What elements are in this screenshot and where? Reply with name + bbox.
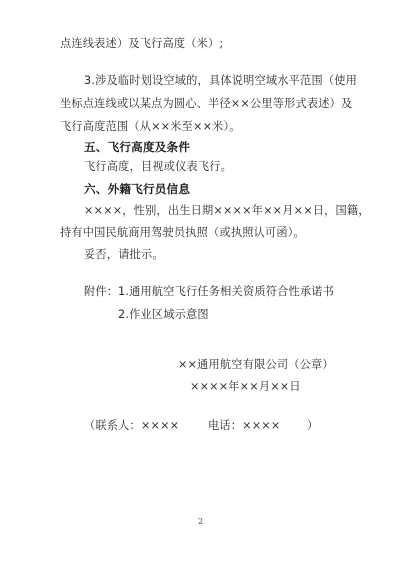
body-line: 3.涉及临时划设空域的，具体说明空域水平范围（使用 bbox=[84, 74, 357, 87]
signature-date: ××××年××月××日 bbox=[190, 380, 301, 393]
section-text-foreign-pilot: 持有中国民航商用驾驶员执照（或执照认可函）。 bbox=[60, 226, 305, 239]
contact-close: ） bbox=[307, 419, 319, 432]
attachment-item: 2.作业区域示意图 bbox=[118, 308, 209, 321]
body-line: 坐标点连线或以某点为圆心、半径××公里等形式表述）及 bbox=[60, 97, 353, 110]
contact-person: （联系人：×××× bbox=[84, 419, 180, 432]
section-heading-flight-altitude: 五、飞行高度及条件 bbox=[84, 140, 191, 154]
section-text-flight-altitude: 飞行高度，目视或仪表飞行。 bbox=[84, 160, 233, 173]
closing-request: 妥否，请批示。 bbox=[84, 248, 164, 261]
page-number: 2 bbox=[198, 517, 204, 526]
signature-company: ××通用航空有限公司（公章） bbox=[178, 358, 334, 371]
section-heading-foreign-pilot: 六、外籍飞行员信息 bbox=[84, 182, 191, 196]
attachments-label: 附件： bbox=[84, 285, 119, 298]
contact-phone: 电话：×××× bbox=[208, 419, 281, 432]
attachment-item: 1.通用航空飞行任务相关资质符合性承诺书 bbox=[118, 285, 335, 298]
section-text-foreign-pilot: ××××，性别，出生日期××××年××月××日，国籍， bbox=[84, 204, 370, 217]
body-line: 飞行高度范围（从××米至××米）。 bbox=[60, 120, 241, 133]
body-line: 点连线表述）及飞行高度（米）; bbox=[60, 37, 224, 50]
